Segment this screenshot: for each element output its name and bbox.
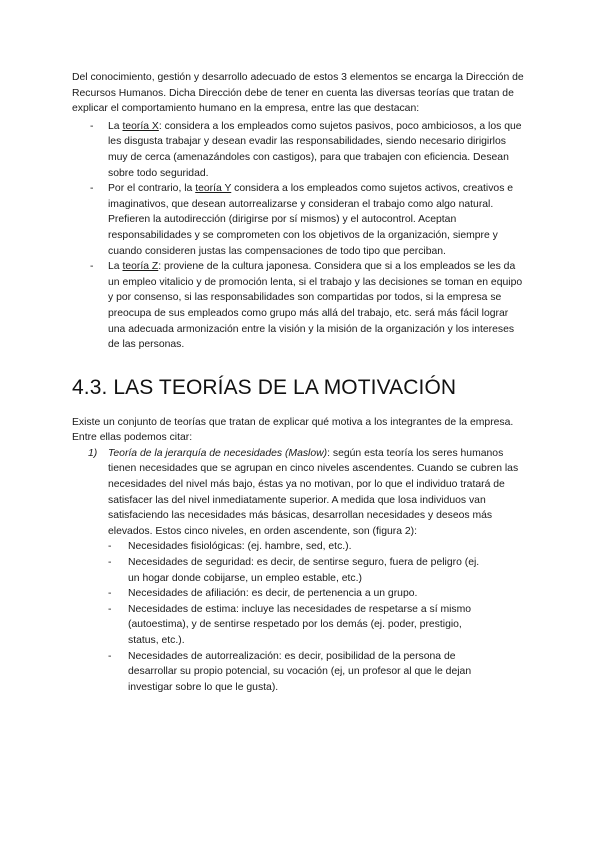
list-item-text: : considera a los empleados como sujetos pasivos, poco ambiciosos, a los que les disgusta trabajar y desean evadir las responsabilidades, siendo necesario dirigirlos muy de cerca (amenazándoles con castigos), para que trabajen con eficiencia. Desean sobre todo seguridad. [108,120,522,179]
list-item-prefix: Por el contrario, la [108,183,196,195]
list-bullet: - [90,261,94,273]
list-item [92,539,480,555]
list-item [92,555,480,586]
list-item [92,586,480,602]
theory-x-link: teoría X [122,120,159,132]
list-bullet: - [108,650,112,662]
level-text: Necesidades de autorrealización: es decir, posibilidad de la persona de desarrollar su propio potencial, su vocación (ej, un profesor al que le dejan investigar sobre lo que le gusta). [128,650,472,693]
level-text: Necesidades de seguridad: es decir, de sentirse seguro, fuera de peligro (ej. un hogar donde cobijarse, un empleo estable, etc.) [128,557,480,584]
maslow-title: Teoría de la jerarquía de necesidades (Maslow) [108,447,328,459]
list-item [72,259,528,353]
intro-paragraph: Del conocimiento, gestión y desarrollo adecuado de estos 3 elementos se encarga la Dirección de Recursos Humanos. Dicha Dirección debe de tener en cuenta las diversas teorías que tratan de explicar el comportamiento humano en la empresa, entre las que destacan: [72,72,524,115]
list-item-prefix: La [108,120,123,132]
list-bullet: - [108,588,112,600]
list-bullet: - [108,541,112,553]
list-item [72,181,528,259]
theories-list [72,119,540,353]
list-item [92,649,480,696]
list-item [72,119,528,181]
list-bullet: - [108,603,112,615]
list-bullet: - [108,557,112,569]
list-bullet: - [90,183,94,195]
list-item-text: considera a los empleados como sujetos activos, creativos e imaginativos, que desean autorrealizarse y consideran el trabajo como algo natural. Prefieren la autodirección (dirigirse por sí mismos) y el autocontrol. Aceptan responsabilidades y se comprometen con los objetivos de la organización, siempre y cuando consideren justas las compensaciones de todo tipo que perciban. [108,183,514,257]
section-heading: 4.3. LAS TEORÍAS DE LA MOTIVACIÓN [72,375,457,399]
theory-z-link: teoría Z [122,261,159,273]
motivation-theories-list [72,446,540,540]
maslow-levels-list [72,539,540,695]
maslow-text: : según esta teoría los seres humanos tienen necesidades que se agrupan en cinco niveles ascendentes. Cuando se cubren las necesidades del nivel más bajo, éstas ya no motivan, por lo que el individuo tratará de satisfacer las del nivel inmediatamente superior. A medida que losa individuos van satisfaciendo las necesidades más básicas, desarrollan necesidades y deseos más elevados. Estos cinco niveles, en orden ascendente, son (figura 2): [108,447,519,537]
level-text: Necesidades de estima: incluye las necesidades de respetarse a sí mismo (autoestima), y de sentirse respetado por los demás (ej. poder, prestigio, status, etc.). [128,603,472,646]
list-bullet: - [90,120,94,132]
section-intro-paragraph: Existe un conjunto de teorías que tratan de explicar qué motiva a los integrantes de la empresa. Entre ellas podemos citar: [72,416,514,444]
list-number: 1) [88,447,98,459]
list-item-text: : proviene de la cultura japonesa. Considera que si a los empleados se les da un empleo vitalicio y de promoción lenta, si el trabajo y las decisiones se toman en equipo y por consenso, si las responsabilidades son compartidas por todos, si la empresa se preocupa de sus empleados como grupo más allá del trabajo, etc. será más fácil lograr una adecuada armonización entre la visión y la misión de la organización y los intereses de las personas. [108,261,523,351]
list-item [92,602,480,649]
level-text: Necesidades fisiológicas: (ej. hambre, sed, etc.). [128,541,352,553]
level-text: Necesidades de afiliación: es decir, de pertenencia a un grupo. [128,588,418,600]
list-item [72,446,528,540]
theory-y-link: teoría Y [195,183,232,195]
list-item-prefix: La [108,261,123,273]
